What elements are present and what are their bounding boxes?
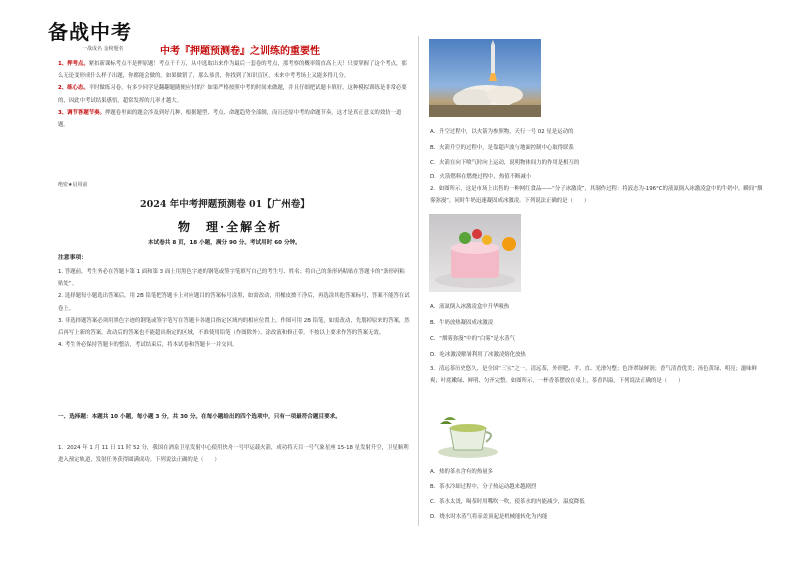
column-divider [418, 36, 419, 526]
rocket-launch-image [429, 39, 541, 117]
question-1-text: 1．2024 年 1 月 11 日 11 时 52 分，我国在酒泉卫星发射中心使用快舟一号甲运载火箭，成功将天目一号气象星座 15-18 星发射升空，卫星顺利进入预定轨道，发射任务获得圆满成功。下列说法正确的是（ ） [58, 445, 409, 464]
notice-item [58, 82, 410, 106]
notice-item [58, 58, 410, 82]
notice-list [58, 58, 410, 131]
question-2-text [430, 184, 765, 207]
notice-item-text: 押题卷里面的题会涉及到好几种，根据题型、考点、命题趋势全部制，而且还原中考的命题节奏，这才是真正意义的效仿一道题。 [58, 109, 402, 129]
q1-option-c: C．火箭在向下喷气时向上运动，说明物体间力的作用是相互的 [430, 160, 580, 166]
notice-item-text: 平时做练习卷，有多少同学是翻翻题随便应付的？如果严格按照中考的时间来做题，并且仔细把试题卡填好，这种模拟训练是非常必要的，因此中考试结果感悟，超常发挥的几率才越大。 [58, 85, 407, 104]
tea-cup-image [436, 410, 506, 460]
exam-title: 2024 年中考押题预测卷 01【广州卷】 [140, 199, 310, 210]
subject-title: 物 理·全解全析 [178, 220, 283, 234]
q3-option-d: D．烧水时水蒸气将壶盖顶起是机械能转化为内能 [430, 514, 548, 520]
rocket-illustration [429, 39, 541, 117]
logo-text: 备战中考 [48, 20, 132, 44]
note-item: 3. 非选择题答案必须用黑色字迹的钢笔或签字笔写在答题卡各题目指定区域内的相应位置上，作图可用 2B 铅笔，如需改动，先划掉原来的答案，然后再写上新的答案，改动后的答案也不能超出指定的区域，不准使用铅笔（作图除外）、涂改液和修正带。不按以上要求作答的答案无效。 [58, 317, 410, 337]
logo-subtitle: 一战成名 金榜题名 [82, 46, 124, 52]
q1-option-a: A．升空过程中，以火箭为参照物，天行一号 02 星是运动的 [430, 129, 574, 135]
exam-meta: 本试卷共 8 页，18 小题，满分 90 分。考试用时 60 分钟。 [148, 240, 301, 246]
question-2-stem: 2．如图所示，这是市场上出售的一种网红食品——“分子冰激凌”，其制作过程：将液态为-196°C的液氮倒入冰激凌盒中的牛奶中，瞬间“烟雾弥漫”，同时牛奶迅速凝固成冰激凌。下列说法正确的是（ ） [430, 186, 763, 204]
notice-item [58, 107, 410, 131]
question-3-text [430, 364, 765, 387]
q3-option-c: C．茶水太烫，喝茶时用嘴吹一吹，使茶水的内能减少，温度降低 [430, 499, 585, 505]
notice-item-text: 紧扣新课标考点不是押原题！考点千千万，从中选取出来作为最后一套卷的考点，那考察的概率简直高上天！只要掌握了这个考点，那么无论变形成什么样子出题，你都能会做的。如果做错了，那么恭喜，你找到了知识盲区，未来中考考场上又能多得几分。 [58, 61, 407, 80]
q1-option-b: B．火箭升空的过程中，是靠超声波与地面控制中心取得联系 [430, 145, 574, 151]
ice-cream-image [429, 214, 521, 292]
brand-logo [48, 16, 138, 50]
notice-item-number: 1、押考点。 [58, 61, 89, 67]
q3-option-b: B．茶水冷却过程中，分子热运动越来越剧烈 [430, 484, 537, 490]
notice-item-number: 3、调节答题节奏。 [58, 109, 105, 116]
ice-cream-illustration [429, 214, 521, 292]
q2-option-a: A．液氮倒入冰激凌盒中升华吸热 [430, 304, 510, 310]
notice-item-number: 2、练心态。 [58, 85, 89, 92]
section-heading: 一、选择题：本题共 10 小题，每小题 3 分，共 30 分。在每小题给出的四个选项中，只有一项最符合题目要求。 [58, 414, 341, 420]
q2-option-d: D．吃冰激凌解暑利用了冰激凌熔化放热 [430, 352, 526, 358]
question-3-stem: 3．清远茶历史悠久，是全国“三宝”之一。清远茶，外形肥、平、直、光滑匀整；色泽翠绿鲜润；香气清香优美；汤色黄绿、明亮；滋味鲜爽；叶底嫩绿、鲜明、匀齐完整。如图所示，一杯香茶摆放在桌上，茶香四溢，下列说法正确的是（ ） [430, 366, 758, 384]
notice-title: 中考『押题预测卷』之训练的重要性 [160, 46, 320, 57]
notes-heading: 注意事项： [58, 255, 87, 261]
q1-option-d: D．火箭燃料在燃烧过程中，热值不断减小 [430, 174, 532, 180]
tea-cup-illustration [436, 410, 506, 460]
q3-option-a: A．热的茶水含有的热量多 [430, 469, 493, 475]
q2-option-b: B．牛奶放热凝固成冰激凌 [430, 320, 493, 326]
note-item: 4. 考生务必保持答题卡的整洁，考试结束后，将本试卷和答题卡一并交回。 [58, 342, 238, 349]
notes-list [58, 266, 410, 351]
note-item: 2. 选择题每小题选出答案后，用 2B 铅笔把答题卡上对应题目的答案标号涂黑，如需改动，用橡皮擦干净后，再选涂其他答案标号，答案不能答在试卷上。 [58, 293, 410, 312]
confidential-mark: 绝密★启用前 [58, 182, 88, 188]
q2-option-c: C．“烟雾弥漫”中的“白雾”是水蒸气 [430, 336, 516, 342]
note-item: 1. 答题前，考生务必在答题卡第 1 面和第 3 面上用黑色字迹的钢笔或签字笔填写自己的考生号、姓名；将自己的条形码粘贴在答题卡的“条形码粘贴处”。 [58, 269, 405, 288]
